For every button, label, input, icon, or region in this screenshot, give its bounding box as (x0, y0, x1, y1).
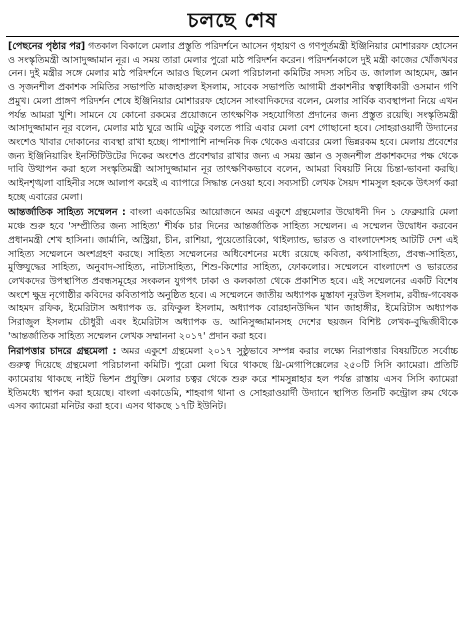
security-text: অমর একুশে গ্রন্থমেলা ২০১৭ সুষ্ঠুভাবে সম্পন্ন করার লক্ষ্যে নিরাপত্তার বিষয়টিতে সর্বোচ্চ গুরুত্ব দিয়েছে গ্রন্থমেলা পরিচালনা কমিটি। পুরো মেলা ঘিরে থাকছে থ্রি-মেগাপিক্সেলের ২৫০টি সিসি ক্যামেরা। প্রতিটি ক্যামেরায় থাকছে নাইট ভিশন প্রযুক্তি। মেলার চত্বর থেকে শুরু করে শামসুন্নাহার হল পর্যন্ত রাস্তায় এসব সিসি ক্যামেরা ইতিমধ্যে স্থাপন করা হয়েছে। বাংলা একাডেমি, শাহবাগ থানা ও সোহরাওয়ার্দী উদ্যানে স্থাপিত তিনটি কন্ট্রোল রুম থেকে এসব ক্যামেরা মনিটর করা হবে। এসব থাকছে ১৭টি ইউনিট। (8, 346, 458, 413)
opening-text: গতকাল বিকালে মেলার প্রস্তুতি পরিদর্শনে আসেন গৃহায়ণ ও গণপূর্তমন্ত্রী ইঞ্জিনিয়ার মোশাররফ হোসেন ও সংস্কৃতিমন্ত্রী আসাদুজ্জামান নূর। এ সময় তারা মেলার পুরো মাঠ পরিদর্শন করেন। পরিদর্শনকালে দুই মন্ত্রী কাজের খোঁজখবর নেন। দুই মন্ত্রীর সঙ্গে মেলার মাঠ পরিদর্শনে আরও ছিলেন মেলা পরিচালনা কমিটির সদস্য সচিব ড. জালাল আহমেদ, জ্ঞান ও সৃজনশীল প্রকাশক সমিতির সভাপতি মাজহারুল ইসলাম, সাবেক সভাপতি আগামী প্রকাশনীর স্বত্বাধিকারী ওসমান গণি প্রমুখ। মেলা প্রাঙ্গণ পরিদর্শন শেষে ইঞ্জিনিয়ার মোশাররফ হোসেন সাংবাদিকদের বলেন, মেলার সার্বিক ব্যবস্থাপনা নিয়ে এখন পর্যন্ত আমরা খুশি। সামনে যে কোনো রকমের প্রয়োজনে তাৎক্ষণিক সহযোগিতা প্রদানের জন্য প্রস্তুত রয়েছি। সংস্কৃতিমন্ত্রী আসাদুজ্জামান নূর বলেন, মেলার মাঠ ঘুরে আমি এটুকু বলতে পারি এবার মেলা বেশ গোছানো হবে। সোহরাওয়ার্দী উদ্যানের অংশেও খাবার দোকানের ব্যবস্থা রাখা হচ্ছে। পাশাপাশি নান্দনিক দিক থেকেও এবারের মেলা ভিন্নরকম হবে। মেলায় প্রবেশের জন্য ইঞ্জিনিয়ারিং ইনস্টিটিউটের দিকের অংশেও প্রবেশদ্বার রাখার জন্য এ সময় জ্ঞান ও সৃজনশীল প্রকাশকদের পক্ষ থেকে দাবি উত্থাপন করা হলে সংস্কৃতিমন্ত্রী আসাদুজ্জামান নূর তাৎক্ষণিকভাবে বলেন, আমরা বিষয়টি নিয়ে চিন্তা-ভাবনা করছি। আইনশৃঙ্খলা বাহিনীর সঙ্গে আলাপ করেই এ ব্যাপারে সিদ্ধান্ত নেওয়া হবে। (8, 41, 458, 190)
conference-subhead: আন্তর্জাতিক সাহিত্য সম্মেলন : (8, 207, 126, 219)
article-body (8, 40, 458, 634)
paragraph-literature-conference (8, 206, 458, 343)
paragraph-security (8, 345, 458, 414)
continued-from-label: [পেছনের পৃষ্ঠার পর] (8, 41, 86, 52)
article-title: চলছে শেষ (187, 8, 278, 32)
paragraph-opening (8, 40, 458, 204)
title-rule (6, 36, 459, 37)
security-subhead: নিরাপত্তার চাদরে গ্রন্থমেলা : (8, 346, 117, 358)
dedication-text: সব্যসাচী লেখক সৈয়দ শামসুল হককে উৎসর্গ করা হচ্ছে এবারের মেলা। (8, 178, 458, 203)
conference-text: বাংলা একাডেমির আয়োজনে অমর একুশে গ্রন্থমেলার উদ্বোধনী দিন ১ ফেব্রুয়ারি মেলা মঞ্চে শুরু হবে 'সম্প্রীতির জন্য সাহিত্য' শীর্ষক চার দিনের আন্তর্জাতিক সাহিত্য সম্মেলন। এ সম্মেলন উদ্বোধন করবেন প্রধানমন্ত্রী শেখ হাসিনা। জার্মানি, অস্ট্রিয়া, চীন, রাশিয়া, পুয়েতোরিকো, থাইল্যান্ড, ভারত ও বাংলাদেশসহ আটটি দেশ এই সাহিত্য সম্মেলনে অংশগ্রহণ করছে। সাহিত্য সম্মেলনের অধিবেশনের মধ্যে রয়েছে কবিতা, কথাসাহিত্য, প্রবন্ধ-সাহিত্য, মুক্তিযুদ্ধের সাহিত্য, অনুবাদ-সাহিত্য, নাট্যসাহিত্য, শিশু-কিশোর সাহিত্য, ফোকলোর। সম্মেলনে বাংলাদেশ ও ভারতের লেখকদের উপস্থাপিত প্রবন্ধসমূহের সংকলন যুগপৎ ঢাকা ও কলকাতা থেকে প্রকাশিত হবে। এই সম্মেলনের একটি বিশেষ অংশে ক্ষুদ্র নৃগোষ্ঠীর কবিদের কবিতাপাঠ অনুষ্ঠিত হবে। এ সম্মেলনে জাতীয় অধ্যাপক মুস্তাফা নূরউল ইসলাম, রবীন্দ্র-গবেষক আহমদ রফিক, ইমেরিটাস অধ্যাপক ড. রফিকুল ইসলাম, অধ্যাপক বোরহানউদ্দিন খান জাহাঙ্গীর, ইমেরিটাস অধ্যাপক সিরাজুল ইসলাম চৌধুরী এবং ইমেরিটাস অধ্যাপক ড. আনিসুজ্জামানসহ দেশের ছয়জন বিশিষ্ট লেখক-বুদ্ধিজীবীকে 'আন্তর্জাতিক সাহিত্য সম্মেলন লেখক সম্মাননা ২০১৭' প্রদান করা হবে। (8, 207, 458, 342)
